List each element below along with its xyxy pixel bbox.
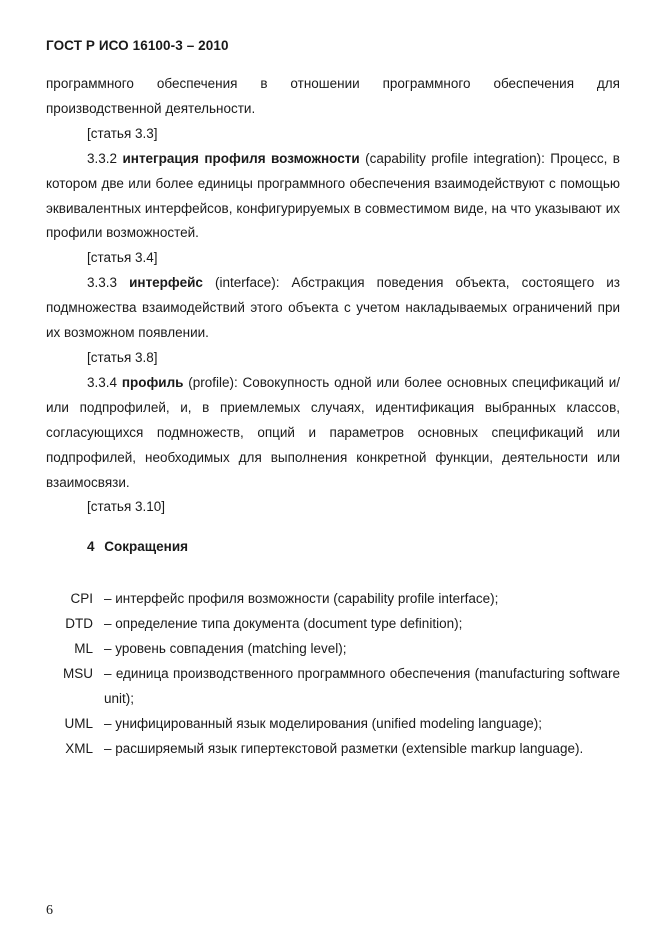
abbreviation-description: – определение типа документа (document type definition); — [104, 616, 463, 632]
abbreviation-code: UML — [64, 715, 93, 731]
definition-number: 3.3.4 — [87, 374, 118, 390]
definition-text: (profile): Совокупность одной или более основных спецификаций и/или подпрофилей, и, в приемлемых случаях, идентификация выбранных классов, согласующихся подмножеств, опций и параметров основных спецификаций или подпрофилей, необходимых для выполнения конкретной функции, деятельности или взаимосвязи. — [46, 374, 620, 490]
abbreviation-code: CPI — [70, 591, 93, 607]
abbreviation-list — [46, 587, 620, 761]
abbreviation-description: – уровень совпадения (matching level); — [104, 641, 347, 657]
abbreviation-item — [46, 637, 620, 662]
abbreviation-description: – интерфейс профиля возможности (capability profile interface); — [104, 591, 499, 607]
document-body — [46, 72, 620, 762]
definition-text: (capability profile integration): Процесс, в котором две или более единицы программного обеспечения взаимодействуют с помощью эквивалентных интерфейсов, конфигурируемых в совместимом виде, на что указывают их профили возможностей. — [46, 150, 620, 241]
reference-3-4: [статья 3.4] — [87, 250, 158, 266]
abbreviation-code: DTD — [65, 616, 93, 632]
section-number: 4 — [87, 539, 95, 555]
abbreviation-item — [46, 587, 620, 612]
abbreviation-code: ML — [74, 641, 93, 657]
definition-number: 3.3.2 — [87, 150, 118, 166]
document-header: ГОСТ Р ИСО 16100-3 – 2010 — [46, 38, 229, 53]
section-title: Сокращения — [104, 539, 189, 555]
definition-term: интеграция профиля возможности — [122, 150, 360, 166]
definition-term: профиль — [121, 374, 184, 390]
reference-3-3: [статья 3.3] — [87, 125, 158, 141]
abbreviation-item — [46, 737, 620, 762]
reference-3-8: [статья 3.8] — [87, 349, 158, 365]
definition-3-3-2 — [46, 147, 620, 247]
definition-3-3-3 — [46, 271, 620, 346]
page-number: 6 — [46, 903, 53, 918]
abbreviation-code: XML — [65, 740, 93, 756]
abbreviation-item — [46, 662, 620, 712]
reference-3-10: [статья 3.10] — [87, 499, 166, 515]
definition-number: 3.3.3 — [87, 275, 118, 291]
abbreviation-item — [46, 612, 620, 637]
definition-term: интерфейс — [129, 275, 203, 291]
definition-text: (interface): Абстракция поведения объекта, состоящего из подмножества взаимодействий этого объекта с учетом накладываемых ограничений при их возможном появлении. — [46, 275, 620, 341]
abbreviation-description: – унифицированный язык моделирования (unified modeling language); — [104, 715, 543, 731]
definition-3-3-4 — [46, 371, 620, 496]
abbreviation-item — [46, 712, 620, 737]
abbreviation-code: MSU — [63, 665, 93, 681]
abbreviation-description: – единица производственного программного обеспечения (manufacturing software unit); — [104, 665, 620, 706]
continuation-paragraph: программного обеспечения в отношении программного обеспечения для производственной деятельности. — [46, 76, 620, 116]
section-heading — [46, 535, 620, 560]
abbreviation-description: – расширяемый язык гипертекстовой разметки (extensible markup language). — [104, 740, 584, 756]
